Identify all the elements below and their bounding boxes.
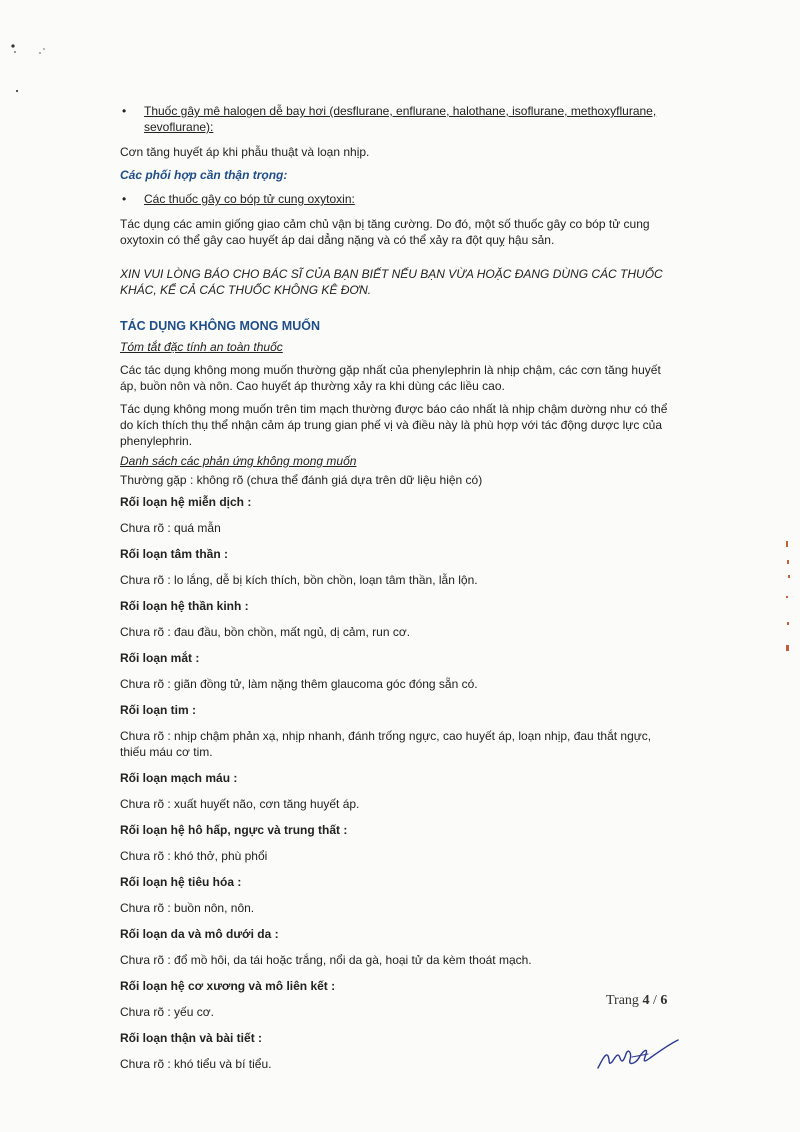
category-text: Chưa rõ : đau đầu, bồn chồn, mất ngủ, dị cảm, run cơ. xyxy=(120,625,411,639)
bullet-oxytocin xyxy=(120,191,680,207)
bullet-title: Các thuốc gây co bóp tử cung oxytoxin: xyxy=(144,192,355,206)
safety-summary-paragraph: Tác dụng không mong muốn trên tim mạch thường được báo cáo nhất là nhịp chậm dường như có thể do kích thích thụ thể nhận cảm áp trung gian phế vị và điều này là phù hợp với tác động dược lực của phenylephrin. xyxy=(120,402,668,448)
category-text: Chưa rõ : quá mẫn xyxy=(120,521,221,535)
category-text: Chưa rõ : khó thở, phù phổi xyxy=(120,849,268,863)
reaction-category xyxy=(120,874,680,916)
category-text: Chưa rõ : xuất huyết não, cơn tăng huyết áp. xyxy=(120,797,360,811)
reaction-category xyxy=(120,702,680,760)
bullet-halogen-anesthetics xyxy=(120,103,680,135)
page-label: Trang xyxy=(606,993,639,1008)
bullet-text: Tác dụng các amin giống giao cảm chủ vận bị tăng cường. Do đó, một số thuốc gây co bóp tử cung oxytoxin có thể gây cao huyết áp dai dẳng nặng và có thể xảy ra đột quỵ hậu sản. xyxy=(120,217,650,247)
reaction-category xyxy=(120,926,680,968)
safety-summary-paragraph: Các tác dụng không mong muốn thường gặp nhất của phenylephrin là nhịp chậm, các cơn tăng huyết áp, buồn nôn và nôn. Cao huyết áp thường xảy ra khi dùng các liều cao. xyxy=(120,363,661,393)
category-text: Chưa rõ : yếu cơ. xyxy=(120,1005,214,1019)
category-text: Chưa rõ : lo lắng, dễ bị kích thích, bồn chồn, loạn tâm thần, lẫn lộn. xyxy=(120,573,478,587)
bullet-icon: • xyxy=(122,104,127,118)
page-total: 6 xyxy=(660,993,668,1008)
category-text: Chưa rõ : khó tiểu và bí tiểu. xyxy=(120,1057,272,1071)
category-text: Chưa rõ : đổ mồ hôi, da tái hoặc trắng, nổi da gà, hoại tử da kèm thoát mạch. xyxy=(120,953,532,967)
category-title: Rối loạn tim : xyxy=(120,703,196,717)
category-title: Rối loạn tâm thần : xyxy=(120,547,228,561)
bullet-icon: • xyxy=(122,192,127,206)
doctor-warning: XIN VUI LÒNG BÁO CHO BÁC SĨ CỦA BẠN BIẾT NẾU BẠN VỪA HOẶC ĐANG DÙNG CÁC THUỐC KHÁC, KỂ CẢ CÁC THUỐC KHÔNG KÊ ĐƠN. xyxy=(120,267,663,297)
category-text: Chưa rõ : buồn nôn, nôn. xyxy=(120,901,255,915)
reaction-category xyxy=(120,978,680,1020)
category-title: Rối loạn hệ miễn dịch : xyxy=(120,495,252,509)
reaction-category xyxy=(120,598,680,640)
category-title: Rối loạn hệ hô hấp, ngực và trung thất : xyxy=(120,823,348,837)
category-title: Rối loạn hệ tiêu hóa : xyxy=(120,875,242,889)
document-content xyxy=(120,103,680,1072)
page-current: 4 xyxy=(642,993,650,1008)
page-number xyxy=(606,993,667,1009)
category-text: Chưa rõ : giãn đồng tử, làm nặng thêm glaucoma góc đóng sẵn có. xyxy=(120,677,478,691)
reaction-category xyxy=(120,494,680,536)
category-title: Rối loạn da và mô dưới da : xyxy=(120,927,279,941)
section-heading-adverse-effects: TÁC DỤNG KHÔNG MONG MUỐN xyxy=(120,319,320,333)
category-title: Rối loạn hệ thần kinh : xyxy=(120,599,249,613)
category-title: Rối loạn hệ cơ xương và mô liên kết : xyxy=(120,979,336,993)
reaction-list-heading: Danh sách các phản ứng không mong muốn xyxy=(120,454,357,468)
safety-summary-heading: Tóm tắt đặc tính an toàn thuốc xyxy=(120,340,283,354)
category-title: Rối loạn thận và bài tiết : xyxy=(120,1031,263,1045)
page-separator: / xyxy=(652,993,657,1008)
reaction-category xyxy=(120,770,680,812)
reaction-category xyxy=(120,650,680,692)
bullet-title: Thuốc gây mê halogen dễ bay hơi (desflurane, enflurane, halothane, isoflurane, methoxyflurane, sevoflurane): xyxy=(144,104,657,134)
reaction-category xyxy=(120,822,680,864)
reaction-category xyxy=(120,546,680,588)
category-title: Rối loạn mạch máu : xyxy=(120,771,238,785)
bullet-text: Cơn tăng huyết áp khi phẫu thuật và loạn nhịp. xyxy=(120,145,370,159)
frequency-note: Thường gặp : không rõ (chưa thể đánh giá dựa trên dữ liệu hiện có) xyxy=(120,473,483,487)
signature-icon xyxy=(592,1030,682,1075)
category-text: Chưa rõ : nhịp chậm phản xạ, nhịp nhanh, đánh trống ngực, cao huyết áp, loạn nhịp, đau thắt ngực, thiếu máu cơ tim. xyxy=(120,729,652,759)
category-title: Rối loạn mắt : xyxy=(120,651,200,665)
careful-combinations-heading: Các phối hợp cần thận trọng: xyxy=(120,168,288,182)
